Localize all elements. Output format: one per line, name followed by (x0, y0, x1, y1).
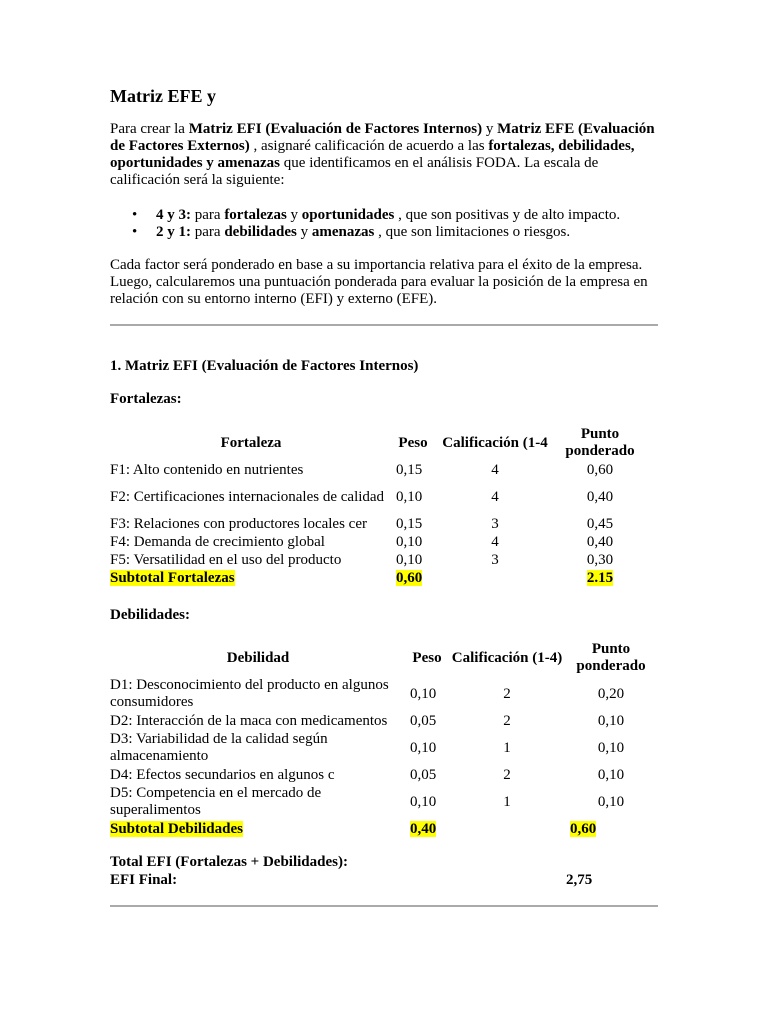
table-cell: 0,10 (597, 766, 625, 783)
column-header: Calificación (1-4 (442, 434, 548, 451)
list-item: • 4 y 3: para fortalezas y oportunidades , que son positivas y de alto impacto. (132, 207, 620, 224)
total-efi-label: Total EFI (Fortalezas + Debilidades): (110, 854, 348, 870)
table-cell: 0,10 (410, 739, 437, 756)
debilidades-table (108, 640, 654, 838)
table-header-row (108, 640, 654, 676)
table-cell: F3: Relaciones con productores locales cer (110, 515, 367, 532)
table-cell: 0,05 (410, 766, 437, 783)
table-cell: Subtotal Debilidades (110, 820, 243, 837)
fortalezas-table (108, 425, 642, 587)
table-cell: 2 (503, 685, 511, 702)
table-row (108, 730, 654, 766)
efi-final-label: EFI Final: (110, 872, 178, 888)
table-cell: F5: Versatilidad en el uso del producto (110, 551, 342, 568)
table-row (108, 784, 654, 820)
table-row (108, 461, 642, 479)
subtotal-row (108, 820, 654, 838)
table-cell: 0,10 (410, 793, 437, 810)
column-header: Debilidad (226, 649, 290, 666)
section-title: 1. Matriz EFI (Evaluación de Factores Internos) (110, 358, 419, 374)
table-cell: D5: Competencia en el mercado de superalimentos (110, 785, 322, 818)
table-cell: 3 (491, 515, 499, 532)
table-cell: 0,60 (396, 569, 423, 586)
table-cell: 0,10 (410, 685, 437, 702)
column-header: Peso (398, 434, 428, 451)
table-cell (432, 569, 558, 587)
table-cell: 4 (491, 488, 499, 505)
column-header: Calificación (1-4) (451, 649, 563, 666)
table-cell: F4: Demanda de crecimiento global (110, 533, 325, 550)
table-cell: 0,20 (597, 685, 625, 702)
table-cell: F1: Alto contenido en nutrientes (110, 461, 304, 478)
table-cell: 0,40 (586, 533, 614, 550)
table-cell: 4 (491, 533, 499, 550)
table-cell: F2: Certificaciones internacionales de calidad (110, 488, 385, 505)
table-cell: D4: Efectos secundarios en algunos c (110, 766, 335, 783)
table-cell: 2.15 (586, 569, 614, 586)
column-header: Peso (412, 649, 442, 666)
table-cell: 0,40 (410, 820, 437, 837)
subtotal-row (108, 569, 642, 587)
table-cell: 0,10 (597, 793, 625, 810)
table-header-row (108, 425, 642, 461)
divider (110, 905, 658, 907)
weighting-paragraph: Cada factor será ponderado en base a su importancia relativa para el éxito de la empresa. Luego, calcularemos una puntuación ponderada para evaluar la posición de la empresa en relación con su entorno interno (EFI) y externo (EFE). (110, 257, 648, 307)
intro-paragraph: Para crear la Matriz EFI (Evaluación de Factores Internos) y Matriz EFE (Evaluación de Factores Externos) , asignaré calificación de acuerdo a las fortalezas, debilidades, oportunidades y amenazas que identificamos en el análisis FODA. La escala de calificación será la siguiente: (110, 121, 655, 188)
table-cell: 0,05 (410, 712, 437, 729)
table-cell: 2 (503, 712, 511, 729)
table-cell: D2: Interacción de la maca con medicamentos (110, 712, 388, 729)
table-cell: 0,15 (396, 461, 423, 478)
table-cell: 2 (503, 766, 511, 783)
table-cell: D3: Variabilidad de la calidad según almacenamiento (110, 731, 328, 764)
table-cell: 0,10 (396, 488, 423, 505)
table-cell: 0,45 (586, 515, 614, 532)
table-cell: 0,10 (597, 739, 625, 756)
list-item: • 2 y 1: para debilidades y amenazas , que son limitaciones o riesgos. (132, 224, 620, 241)
table-row (108, 551, 642, 569)
efi-final-value: 2,75 (566, 872, 593, 888)
divider (110, 324, 658, 326)
debilidades-heading: Debilidades: (110, 607, 191, 623)
table-cell: 0,40 (586, 488, 614, 505)
table-cell: 1 (503, 739, 511, 756)
table-cell: 4 (491, 461, 499, 478)
column-header: Punto ponderado (576, 641, 646, 674)
table-cell: 3 (491, 551, 499, 568)
table-row (108, 533, 642, 551)
table-cell: 0,60 (570, 820, 597, 837)
column-header: Fortaleza (220, 434, 282, 451)
table-cell: 0,10 (396, 533, 423, 550)
table-row (108, 766, 654, 784)
table-cell: 1 (503, 793, 511, 810)
table-cell: D1: Desconocimiento del producto en algunos consumidores (110, 677, 389, 710)
table-cell: 0,10 (597, 712, 625, 729)
table-cell: Subtotal Fortalezas (110, 569, 235, 586)
table-cell: 0,60 (586, 461, 614, 478)
fortalezas-heading: Fortalezas: (110, 391, 182, 407)
page-title: Matriz EFE y (110, 86, 216, 106)
table-cell (446, 820, 568, 838)
table-cell: 0,15 (396, 515, 423, 532)
table-row (108, 515, 642, 533)
rating-scale-list (132, 207, 620, 241)
table-cell: 0,10 (396, 551, 423, 568)
column-header: Punto ponderado (565, 426, 635, 459)
table-cell: 0,30 (586, 551, 614, 568)
table-row (108, 676, 654, 712)
table-row (108, 479, 642, 515)
table-row (108, 712, 654, 730)
